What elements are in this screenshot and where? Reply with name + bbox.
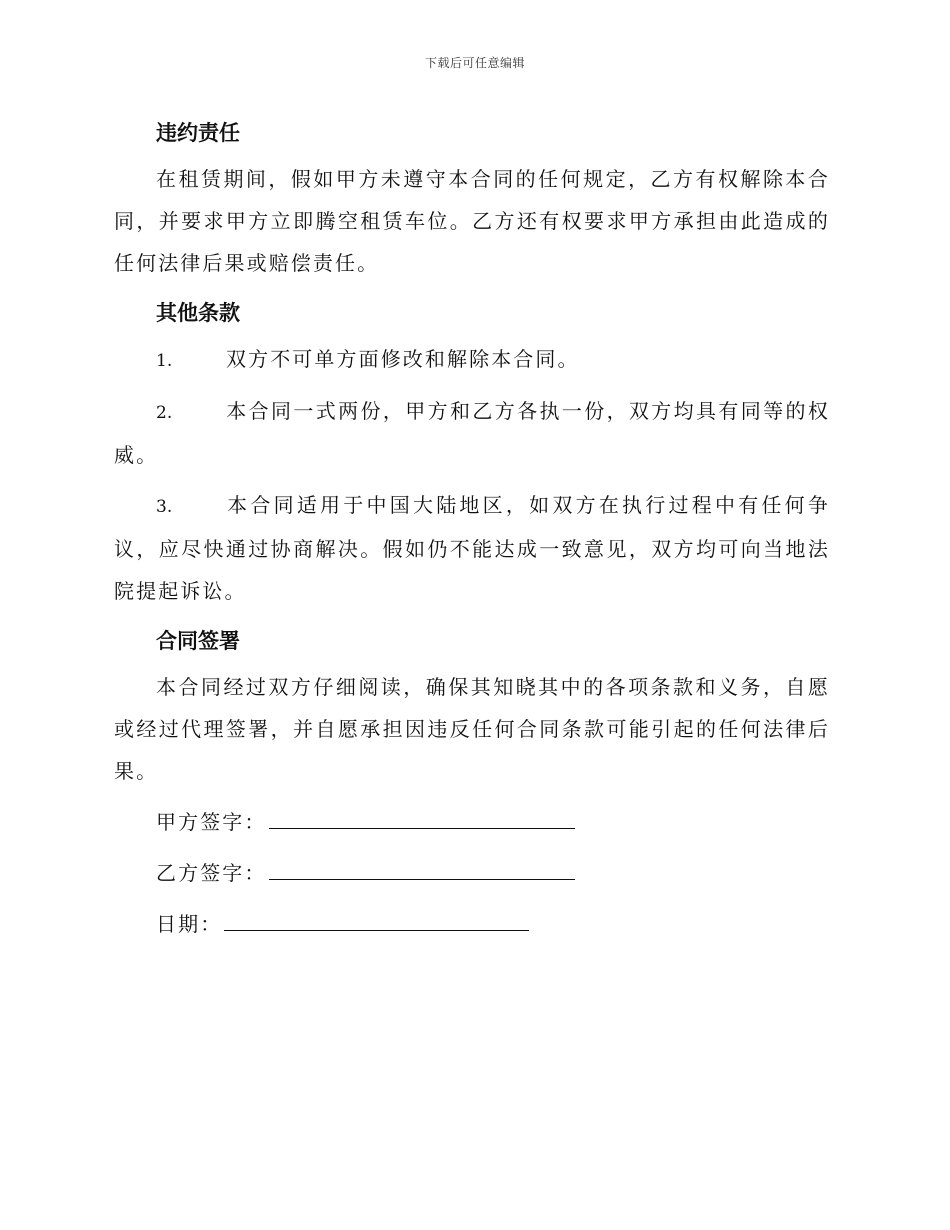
party-a-signature-row bbox=[114, 800, 830, 843]
date-field[interactable] bbox=[224, 902, 529, 931]
party-a-signature-label: 甲方签字： bbox=[156, 810, 267, 834]
party-b-signature-label: 乙方签字： bbox=[156, 861, 267, 885]
party-a-signature-field[interactable] bbox=[269, 800, 575, 829]
list-item-number: 1. bbox=[156, 351, 173, 371]
section-body-breach: 在租赁期间，假如甲方未遵守本合同的任何规定，乙方有权解除本合同，并要求甲方立即腾空租赁车位。乙方还有权要求甲方承担由此造成的任何法律后果或赔偿责任。 bbox=[114, 167, 830, 275]
section-title-breach: 违约责任 bbox=[156, 121, 240, 145]
document-body bbox=[114, 112, 830, 953]
date-label: 日期： bbox=[156, 912, 223, 936]
list-item bbox=[114, 390, 830, 476]
party-b-signature-row bbox=[114, 851, 830, 894]
header-note: 下载后可任意编辑 bbox=[424, 56, 525, 70]
list-item-text: 本合同一式两份，甲方和乙方各执一份，双方均具有同等的权威。 bbox=[114, 399, 830, 467]
list-item-number: 2. bbox=[156, 403, 173, 423]
party-b-signature-field[interactable] bbox=[269, 851, 575, 880]
section-title-signing: 合同签署 bbox=[156, 629, 240, 653]
list-item bbox=[114, 338, 830, 382]
section-title-other-terms: 其他条款 bbox=[156, 301, 240, 325]
section-body-signing: 本合同经过双方仔细阅读，确保其知晓其中的各项条款和义务，自愿或经过代理签署，并自愿承担因违反任何合同条款可能引起的任何法律后果。 bbox=[114, 675, 830, 783]
list-item-text: 本合同适用于中国大陆地区，如双方在执行过程中有任何争议，应尽快通过协商解决。假如仍不能达成一致意见，双方均可向当地法院提起诉讼。 bbox=[114, 493, 830, 603]
list-item-number: 3. bbox=[156, 497, 173, 517]
list-item bbox=[114, 484, 830, 612]
list-item-text: 双方不可单方面修改和解除本合同。 bbox=[226, 347, 580, 371]
date-row bbox=[114, 902, 830, 945]
